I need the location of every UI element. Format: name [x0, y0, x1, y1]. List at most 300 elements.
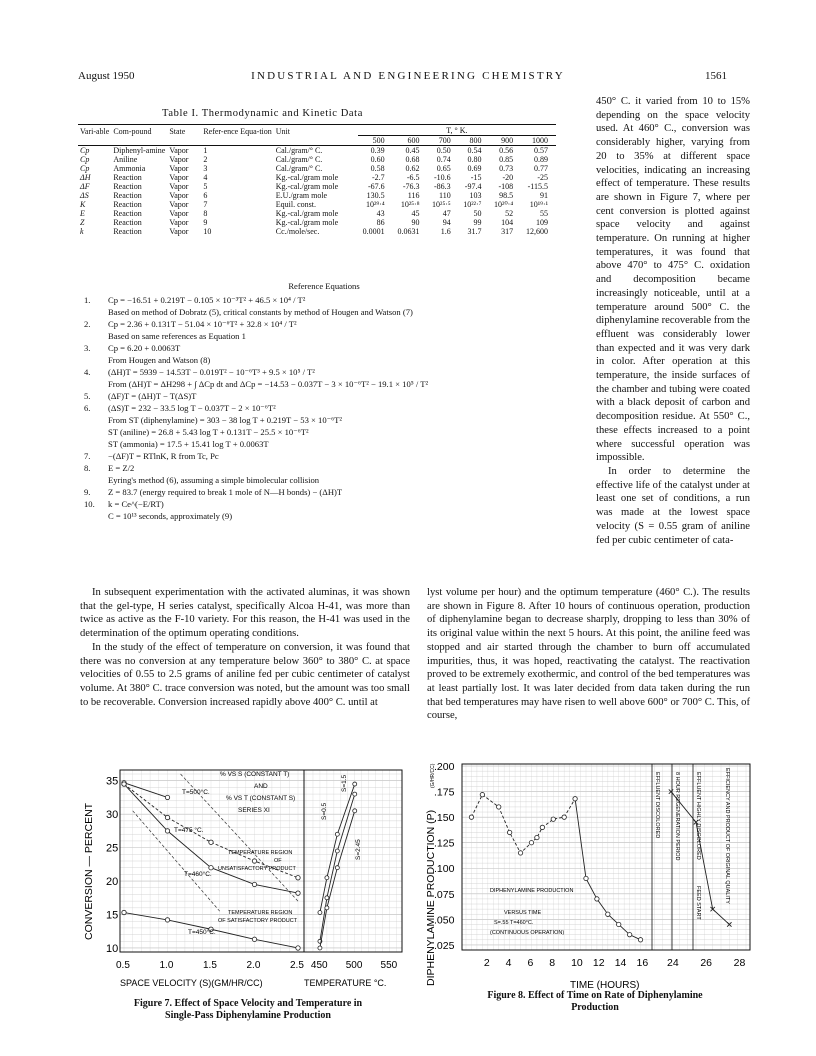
equation-line — [84, 354, 564, 366]
figure7-ytick: 35 — [106, 775, 119, 788]
equation-line — [84, 294, 564, 306]
equation-number: 10. — [84, 499, 95, 509]
cell-value: 0.58 — [370, 164, 385, 173]
figure8-legend-line3: S=.55 T=460°C. — [494, 920, 534, 926]
figure7-temp-point — [318, 911, 322, 915]
equation-text: ST (ammonia) = 17.5 + 15.41 log T + 0.0063T — [108, 439, 269, 449]
equation-line — [84, 498, 564, 510]
equation-line — [84, 486, 564, 498]
figure8-point — [507, 830, 511, 834]
figure7-point — [252, 882, 256, 886]
cell-value: 0.80 — [467, 155, 482, 164]
equation-text: Z = 83.7 (energy required to break 1 mole of N—H bonds) − (ΔH)T — [108, 487, 343, 497]
figure8-point — [627, 932, 631, 936]
figure7-ylabel: CONVERSION — PERCENT — [83, 802, 95, 940]
cell-eq: 9 — [203, 218, 208, 227]
cell-value: 0.54 — [467, 146, 482, 155]
cell-unit: Cal./gram/° C. — [275, 155, 323, 164]
right-paragraph-1: 450° C. it varied from 10 to 15% depending on the space velocity used. At 460° C., conversion was considerably higher, varying from 20 to 35% at different space velocities, indicating an increasing effect of temperature. These results are shown in Figure 7, where per cent conversion is plotted against space velocity and against temperature. On running at higher temperatures, it was found that above 470° to 475° C. oxidation and decomposition became increasingly noticeable, until at a temperature around 500° C. the diphenylamine recoverable from the effluent was considerably lower than expected and it was very dark in color. After operation at this temperature, the inside surfaces of the chamber and tubing were coated with a black deposit of carbon and decomposition residue. At 550° C., these effects increased to a point where successful operation was impossible. — [596, 96, 750, 464]
col-state: State — [169, 126, 186, 136]
figure7-point — [252, 859, 256, 863]
figure7-chart — [78, 762, 408, 994]
figure7-temp-point — [325, 896, 329, 900]
figure8-xtick: 26 — [700, 957, 713, 969]
col-compound: Com-pound — [113, 126, 152, 136]
equation-line — [84, 450, 564, 462]
figure7-temp-point — [353, 782, 357, 786]
equation-number: 7. — [84, 451, 91, 461]
cell-eq: 7 — [203, 200, 208, 209]
cell-value: 0.89 — [534, 155, 548, 164]
figure8-caption-line2: Production — [571, 1002, 619, 1013]
cell-state: Vapor — [169, 200, 189, 209]
cell-value: 50 — [473, 209, 482, 218]
figure8-point — [595, 897, 599, 901]
cell-var: K — [80, 200, 86, 209]
col-ref-eq: Refer-ence Equa-tion — [203, 126, 272, 136]
cell-compound: Reaction — [113, 200, 142, 209]
temp-header: 900 — [501, 136, 514, 145]
figure8-ytick: .100 — [434, 863, 455, 876]
figure7-label-t450: T=450°C. — [188, 929, 216, 936]
figure7-temp-series-line — [320, 811, 355, 948]
figure7-region-sat-line2: OF SATISFACTORY PRODUCT — [218, 918, 298, 924]
figure7-xtick-left: 1.0 — [159, 960, 174, 971]
figure7-caption — [78, 998, 418, 1022]
figure8-legend-line4: (CONTINUOUS OPERATION) — [490, 930, 565, 936]
equation-line — [84, 474, 564, 486]
cell-eq: 5 — [203, 182, 208, 191]
equation-number: 6. — [84, 403, 91, 413]
figure7-point — [252, 937, 256, 941]
figure7-xlabel-right: TEMPERATURE °C. — [304, 978, 387, 988]
table-row — [78, 218, 556, 227]
figure8-note-feed-start: FEED START — [695, 886, 701, 920]
cell-state: Vapor — [169, 218, 189, 227]
figure8-point — [573, 797, 577, 801]
cell-state: Vapor — [169, 227, 189, 236]
table-row — [78, 146, 556, 156]
figure7-legend-line4: SERIES XI — [238, 807, 270, 814]
cell-value: 10²²·⁷ — [463, 200, 482, 209]
figure7-label-t475: T=475 °C. — [174, 827, 204, 834]
cell-value: 47 — [442, 209, 451, 218]
cell-unit: Equil. const. — [275, 200, 316, 209]
cell-value: -20 — [502, 173, 514, 182]
equation-line — [84, 318, 564, 330]
figure7-label-t460: T=460°C. — [184, 871, 212, 878]
figure7-region-unsat-line1: TEMPERATURE REGION — [228, 850, 293, 856]
cell-var: k — [80, 227, 84, 236]
cell-value: -108 — [498, 182, 514, 191]
col-variable: Vari-able — [80, 126, 110, 136]
figure8-point — [518, 851, 522, 855]
cell-value: 10²⁵·⁵ — [432, 200, 451, 209]
cell-value: -97.4 — [464, 182, 482, 191]
equation-line — [84, 330, 564, 342]
figure7-temp-point — [353, 792, 357, 796]
equation-text: k = Ce^(−E/RT) — [108, 499, 164, 509]
cell-value: 99 — [473, 218, 482, 227]
figure8-point — [469, 815, 473, 819]
cell-value: 0.77 — [534, 164, 548, 173]
cell-value: 0.69 — [467, 164, 482, 173]
cell-value: 1.6 — [440, 227, 451, 236]
equation-text: ST (aniline) = 26.8 + 5.43 log T + 0.131T − 25.5 × 10⁻⁶T² — [108, 427, 309, 437]
figure8-point — [638, 938, 642, 942]
figure8-note-regeneration: 8 HOUR REGENERATION PERIOD — [674, 772, 680, 861]
figure8-ylabel: DIPHENYLAMINE PRODUCTION (P) — [425, 809, 437, 986]
equation-text: Eyring's method (6), assuming a simple bimolecular collision — [108, 475, 320, 485]
equation-line — [84, 426, 564, 438]
equation-text: E = Z/2 — [108, 463, 135, 473]
table-row — [78, 227, 556, 236]
equation-text: (ΔS)T = 232 − 33.5 log T − 0.037T − 2 × 10⁻⁶T² — [108, 403, 276, 413]
figure7-region-unsat-line2: OF — [274, 858, 282, 864]
cell-value: 0.39 — [370, 146, 385, 155]
header-date: August 1950 — [78, 70, 135, 82]
cell-value: 0.0631 — [397, 227, 420, 236]
equation-text: Cp = 2.36 + 0.131T − 51.04 × 10⁻⁶T² + 32.8 × 10⁴ / T² — [108, 319, 297, 329]
figure8-ytick: .200 — [434, 761, 455, 774]
cell-value: 109 — [536, 218, 548, 227]
cell-eq: 8 — [203, 209, 208, 218]
figure8-xtick: 24 — [667, 957, 679, 969]
figure7-point — [165, 815, 169, 819]
bottom-left-column — [80, 586, 410, 709]
equation-line — [84, 378, 564, 390]
cell-state: Vapor — [169, 155, 189, 164]
equation-number: 5. — [84, 391, 91, 401]
equation-line — [84, 390, 564, 402]
temp-header: 800 — [469, 136, 482, 145]
cell-value: 0.68 — [405, 155, 420, 164]
figure8-legend-line1: DIPHENYLAMINE PRODUCTION — [490, 888, 574, 894]
cell-unit: Cal./gram/° C. — [275, 164, 323, 173]
cell-value: 52 — [505, 209, 514, 218]
figure7-series-line — [124, 783, 168, 798]
figure7-point — [209, 840, 213, 844]
table-row — [78, 164, 556, 173]
cell-var: Cp — [80, 155, 90, 164]
table-title: Table I. Thermodynamic and Kinetic Data — [162, 108, 363, 119]
equation-text: From (ΔH)T = ΔH298 + ∫ ΔCp dt and ΔCp = −14.53 − 0.037T − 3 × 10⁻⁶T² − 19.1 × 10⁵ / T² — [108, 379, 429, 389]
figure8-note-effluent-discolored: EFFLUENT DISCOLORED — [654, 772, 660, 839]
figure8-ytick: .175 — [434, 786, 455, 799]
header-page-number: 1561 — [705, 70, 727, 82]
cell-value: -2.7 — [371, 173, 385, 182]
cell-compound: Reaction — [113, 182, 142, 191]
cell-compound: Ammonia — [113, 164, 146, 173]
figure7-point — [122, 910, 126, 914]
figure8-xtick: 28 — [733, 957, 746, 969]
cell-value: -115.5 — [527, 182, 548, 191]
cell-value: 10²⁹·⁴ — [366, 200, 385, 209]
equation-number: 9. — [84, 487, 91, 497]
figure8-xtick: 8 — [549, 957, 556, 969]
equation-number: 3. — [84, 343, 91, 353]
col-temp-group: T, ° K. — [358, 126, 556, 136]
equation-text: C = 10¹³ seconds, approximately (9) — [108, 511, 233, 521]
header-journal: INDUSTRIAL AND ENGINEERING CHEMISTRY — [251, 70, 565, 82]
figure7-legend-line1: % VS S (CONSTANT T) — [220, 771, 290, 778]
figure7-ytick: 10 — [106, 942, 119, 955]
cell-var: Z — [80, 218, 85, 227]
cell-value: 0.0001 — [362, 227, 385, 236]
cell-state: Vapor — [169, 209, 189, 218]
figure8-point — [584, 876, 588, 880]
figure8-xtick: 2 — [483, 957, 490, 969]
bottom-right-column — [427, 586, 750, 723]
figure8-point — [480, 792, 484, 796]
table-top-rule — [78, 124, 556, 125]
cell-compound: Reaction — [113, 173, 142, 182]
equation-line — [84, 366, 564, 378]
figure7-point — [296, 891, 300, 895]
cell-value: 116 — [407, 191, 420, 200]
figure7-point — [165, 918, 169, 922]
cell-value: 0.45 — [405, 146, 420, 155]
figure7-caption-line2: Single-Pass Diphenylamine Production — [165, 1010, 331, 1021]
cell-value: -25 — [537, 173, 548, 182]
equation-number: 1. — [84, 295, 91, 305]
cell-value: -15 — [470, 173, 482, 182]
figure7-point — [209, 865, 213, 869]
equation-line — [84, 510, 564, 522]
figure7-xtick-left: 0.5 — [116, 960, 130, 971]
cell-compound: Diphenyl-amine — [113, 146, 166, 155]
cell-value: -6.5 — [406, 173, 420, 182]
figure7-xtick-right: 450 — [310, 960, 328, 971]
figure7-temp-point — [335, 832, 339, 836]
figure8-caption — [430, 990, 760, 1014]
figure7-xtick-left: 2.5 — [290, 960, 304, 971]
figure7-label-t500: T=500°C. — [182, 789, 210, 796]
figure8-point — [529, 840, 533, 844]
cell-unit: Kg.-cal./gram mole — [275, 209, 339, 218]
figure8-legend-line2: VERSUS TIME — [504, 910, 542, 916]
figure7-point — [296, 946, 300, 950]
figure7-ytick: 30 — [106, 809, 119, 822]
figure7-ytick: 20 — [106, 876, 119, 889]
equation-text: Cp = 6.20 + 0.0063T — [108, 343, 181, 353]
figure8-point — [562, 815, 566, 819]
cell-value: 55 — [540, 209, 548, 218]
figure8-xlabel: TIME (HOURS) — [570, 980, 640, 991]
cell-unit: Kg.-cal./gram mole — [275, 218, 339, 227]
figure7-label-s245: S=2.45 — [355, 839, 362, 860]
figure8-note-highly-discolored: EFFLUENT HIGHLY DISCOLORED — [695, 772, 701, 860]
cell-state: Vapor — [169, 173, 189, 182]
cell-value: 43 — [376, 209, 385, 218]
cell-value: 0.73 — [499, 164, 514, 173]
figure7-region-sat-line1: TEMPERATURE REGION — [228, 910, 293, 916]
table-row — [78, 173, 556, 182]
figure8-xtick: 4 — [505, 957, 512, 969]
table-row — [78, 200, 556, 209]
figure7-xlabel-left: SPACE VELOCITY (S)(GM/HR/CC) — [120, 978, 263, 988]
cell-compound: Reaction — [113, 218, 142, 227]
cell-value: -67.6 — [367, 182, 385, 191]
equation-text: (ΔF)T = (ΔH)T − T(ΔS)T — [108, 391, 197, 401]
cell-value: 0.62 — [405, 164, 420, 173]
temp-header: 1000 — [532, 136, 548, 145]
figure8-point — [617, 922, 621, 926]
cell-value: 86 — [376, 218, 385, 227]
cell-value: -76.3 — [402, 182, 420, 191]
cell-value: 0.57 — [534, 146, 548, 155]
cell-eq: 6 — [203, 191, 208, 200]
cell-var: ΔH — [80, 173, 91, 182]
reference-equations — [84, 280, 564, 522]
cell-value: 0.50 — [436, 146, 451, 155]
figure7-caption-line1: Figure 7. Effect of Space Velocity and Temperature in — [133, 998, 363, 1009]
right-column-text — [596, 95, 750, 547]
cell-compound: Reaction — [113, 191, 142, 200]
cell-value: 0.74 — [436, 155, 451, 164]
figure7-region-unsat-line3: UNSATISFACTORY PRODUCT — [218, 866, 296, 872]
figure8-xtick: 6 — [527, 957, 534, 969]
figure7-xtick-right: 500 — [345, 960, 363, 971]
cell-state: Vapor — [169, 191, 189, 200]
table-row — [78, 182, 556, 191]
figure7-xtick-right: 550 — [380, 960, 398, 971]
table-row — [78, 191, 556, 200]
figure8-ytick: .050 — [434, 914, 455, 927]
cell-value: 31.7 — [467, 227, 482, 236]
equation-line — [84, 414, 564, 426]
figure8-point — [551, 817, 555, 821]
cell-eq: 4 — [203, 173, 208, 182]
equation-number: 8. — [84, 463, 91, 473]
cell-var: ΔS — [80, 191, 89, 200]
cell-state: Vapor — [169, 182, 189, 191]
figure7-temp-point — [335, 849, 339, 853]
col-unit: Unit — [275, 126, 291, 136]
figure8-xtick: 10 — [571, 957, 583, 969]
bottom-left-paragraph-2: In the study of the effect of temperature on conversion, it was found that there was no conversion at any temperature below 360° to 380° C. at space velocities of 0.55 to 2.5 grams of aniline fed per cubic centimeter of catalyst volume. At 380° C. trace conversion was noted, but the amount was too small to be recoverable. Conversion increased rapidly above 400° C. until at — [80, 641, 410, 708]
figure7-xtick-left: 1.5 — [203, 960, 217, 971]
cell-compound: Reaction — [113, 227, 142, 236]
cell-value: 0.65 — [436, 164, 451, 173]
cell-unit: Cal./gram/° C. — [275, 146, 323, 155]
equation-text: Based on method of Dobratz (5), critical constants by method of Hougen and Watson (7) — [108, 307, 413, 317]
table-row — [78, 209, 556, 218]
cell-var: Cp — [80, 146, 90, 155]
cell-var: E — [80, 209, 85, 218]
temp-header: 600 — [407, 136, 420, 145]
cell-value: 10²⁰·⁴ — [494, 200, 514, 209]
figure8-chart — [420, 758, 756, 994]
figure7-ytick: 25 — [106, 842, 119, 855]
cell-value: 130.5 — [366, 191, 385, 200]
cell-value: 98.5 — [499, 191, 514, 200]
equation-number: 2. — [84, 319, 91, 329]
cell-var: ΔF — [80, 182, 90, 191]
cell-value: 104 — [501, 218, 514, 227]
equation-line — [84, 462, 564, 474]
figure7-point — [165, 795, 169, 799]
bottom-right-paragraph-1: lyst volume per hour) and the optimum temperature (460° C.). The results are shown in Figure 8. After 10 hours of continuous operation, production of diphenylamine began to decrease sharply, dropping to less than 30% of its original value within the next 5 hours. At this point, the aniline feed was stopped and air started through the chamber to burn off accumulated impurities, thus, it was hoped, reactivating the catalyst. The reactivation proved to be extremely exothermic, and control of the bed temperatures was at least partially lost. It was later decided from data taken during the run that bed temperatures may have risen to well above 600° or 700° C. This, of course, — [427, 587, 750, 722]
cell-eq: 3 — [203, 164, 208, 173]
figure8-ytick: .075 — [434, 888, 455, 901]
equation-text: Based on same references as Equation 1 — [108, 331, 246, 341]
figure8-point — [540, 825, 544, 829]
figure7-temp-point — [335, 866, 339, 870]
cell-state: Vapor — [169, 146, 189, 155]
cell-unit: Kg.-cal./gram mole — [275, 173, 339, 182]
table-row — [78, 155, 556, 164]
cell-unit: E.U./gram mole — [275, 191, 328, 200]
figure8-xtick: 12 — [592, 957, 605, 969]
right-paragraph-2: In order to determine the effective life of the catalyst under at least one set of conditions, a run was made at the lowest space velocity (S = 0.55 gram of aniline fed per cubic centimeter of cata- — [596, 465, 750, 546]
cell-unit: Kg.-cal./gram mole — [275, 182, 339, 191]
temp-header: 700 — [438, 136, 451, 145]
cell-value: 45 — [411, 209, 420, 218]
figure8-ytick: .150 — [434, 812, 455, 825]
cell-state: Vapor — [169, 164, 189, 173]
equation-text: Cp = −16.51 + 0.219T − 0.105 × 10⁻³T² + 46.5 × 10⁴ / T² — [108, 295, 306, 305]
cell-value: -86.3 — [434, 182, 451, 191]
cell-value: 0.60 — [370, 155, 385, 164]
figure7-label-s15: S=1.5 — [341, 774, 348, 792]
cell-value: 10²⁵·⁸ — [400, 200, 420, 209]
figure7-temp-point — [353, 809, 357, 813]
figure7-ytick: 15 — [106, 909, 119, 922]
cell-value: 94 — [442, 218, 451, 227]
cell-compound: Reaction — [113, 209, 142, 218]
figure8-xtick: 14 — [614, 957, 627, 969]
cell-value: 0.56 — [499, 146, 514, 155]
figure7-temp-point — [325, 906, 329, 910]
cell-value: 103 — [469, 191, 482, 200]
cell-value: 10¹⁹·¹ — [529, 200, 548, 209]
cell-value: -10.6 — [434, 173, 451, 182]
cell-unit: Cc./mole/sec. — [275, 227, 320, 236]
thermo-table — [78, 126, 556, 236]
figure8-note-original-quality: EFFICIENCY AND PRODUCT OF ORIGINAL QUALITY — [724, 768, 730, 904]
cell-var: Cp — [80, 164, 90, 173]
cell-value: 110 — [438, 191, 451, 200]
cell-value: 0.85 — [499, 155, 514, 164]
figure7-xtick-left: 2.0 — [246, 960, 261, 971]
figure8-ytick: .125 — [434, 837, 455, 850]
cell-compound: Aniline — [113, 155, 138, 164]
cell-eq: 10 — [203, 227, 212, 236]
figure7-point — [122, 782, 126, 786]
equations-heading: Reference Equations — [288, 281, 360, 291]
figure7-temp-point — [318, 946, 322, 950]
cell-eq: 1 — [203, 146, 208, 155]
equation-line — [84, 342, 564, 354]
equation-text: (ΔH)T = 5939 − 14.53T − 0.019T² − 10⁻⁶T³ + 9.5 × 10⁵ / T² — [108, 367, 315, 377]
figure7-legend-line2: AND — [254, 783, 268, 790]
cell-eq: 2 — [203, 155, 208, 164]
equation-line — [84, 438, 564, 450]
figure8-point — [497, 805, 501, 809]
equation-text: From ST (diphenylamine) = 303 − 38 log T + 0.219T − 53 × 10⁻⁶T² — [108, 415, 342, 425]
figure8-caption-line1: Figure 8. Effect of Time on Rate of Diphenylamine — [487, 990, 703, 1001]
equation-text: From Hougen and Watson (8) — [108, 355, 211, 365]
figure7-legend-line3: % VS T (CONSTANT S) — [226, 795, 296, 802]
figure7-temp-point — [325, 876, 329, 880]
equation-number: 4. — [84, 367, 91, 377]
equation-line — [84, 306, 564, 318]
cell-value: 91 — [540, 191, 548, 200]
equation-line — [84, 402, 564, 414]
figure7-point — [165, 829, 169, 833]
figure8-point — [606, 912, 610, 916]
